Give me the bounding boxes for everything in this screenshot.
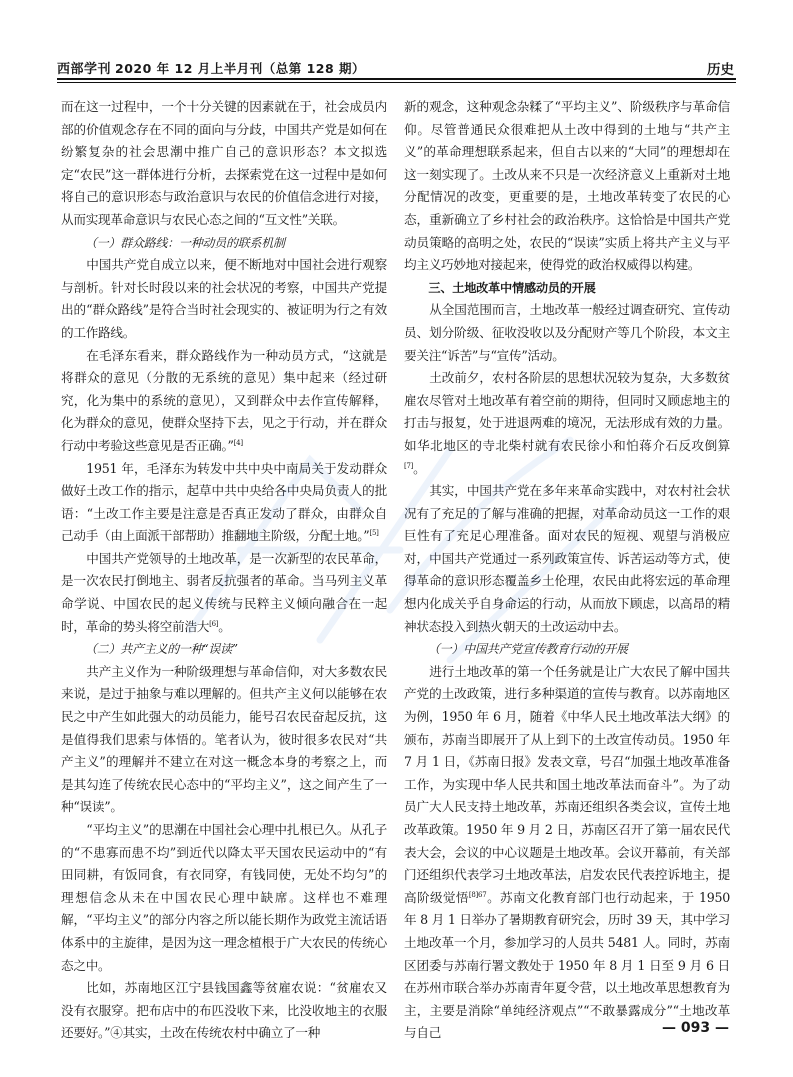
paragraph [404,480,730,638]
paragraph-text: 而在这一过程中，一个十分关键的因素就在于，社会成员内部的价值观念存在不同的面向与分歧，中国共产党是如何在纷繁复杂的社会思潮中推广自己的意识形态？本文拟选定“农民”这一群体进行分析，去探索党在这一过程中是如何将自己的意识形态与政治意识与农民的价值信念进行对接，从而实现革命意识与农民心态之间的“互文性”关联。 [61,99,387,227]
paragraph-text: 新的观念，这种观念杂糅了“平均主义”、阶级秩序与革命信仰。尽管普通民众很难把从土改中得到的土地与“共产主义”的革命理想联系起来，但自古以来的“大同”的理想却在这一刻实现了。土改从来不只是一次经济意义上重新对土地分配情况的改变，更重要的是，土地改革转变了农民的心态，重新确立了乡村社会的政治秩序。这恰恰是中国共产党动员策略的高明之处，农民的“误读”实质上将共产主义与平均主义巧妙地对接起来，使得党的政治权威得以构建。 [404,99,730,273]
citation-marker: [5] [369,529,379,538]
paragraph-tail: 。 [413,460,426,476]
paragraph [61,548,387,638]
page-number: — 093 — [662,1020,729,1036]
paragraph [404,299,730,367]
section-heading [61,638,387,661]
citation-marker: [4] [233,438,243,447]
section-heading [61,232,387,255]
paragraph-text: 从全国范围而言，土地改革一般经过调查研究、宣传动员、划分阶级、征收没收以及分配财产等几个阶段，本文主要关注“诉苦”与“宣传”活动。 [404,302,730,363]
paragraph-tail: 。 [218,618,231,634]
page-header [57,52,736,80]
paragraph [61,977,387,1045]
paragraph-text: “平均主义”的思潮在中国社会心理中扎根已久。从孔子的“不患寡而患不均”到近代以降太平天国农民运动中的“有田同耕，有饭同食，有衣同穿，有钱同使，无处不均匀”的理想信念从未在中国农民心理中缺席。这样也不难理解，“平均主义”的部分内容之所以能长期作为政党主流话语体系中的主旋律，是因为这一理念植根于广大农民的传统心态之中。 [61,822,387,973]
journal-masthead [57,58,365,77]
right-text-column [404,96,730,1045]
paragraph [61,458,387,548]
paragraph-text: 中国共产党领导的土地改革，是一次新型的农民革命，是一次农民打倒地主、弱者反抗强者的革命。当马列主义革命学说、中国农民的起义传统与民粹主义倾向融合在一起时，革命的势头将空前浩大 [61,550,387,634]
header-rule-thin [57,82,736,83]
section-heading [404,638,730,661]
paragraph [61,661,387,819]
paragraph-text: 中国共产党自成立以来，便不断地对中国社会进行观察与剖析。针对长时段以来的社会状况的考察，中国共产党提出的“群众路线”是符合当时社会现实的、被证明为行之有效的工作路线。 [61,257,387,340]
paragraph [404,367,730,480]
header-rule-thick [57,78,736,80]
paragraph-text: 土改前夕，农村各阶层的思想状况较为复杂，大多数贫雇农尽管对土地改革有着空前的期待，但同时又顾虑地主的打击与报复，处于进退两难的境况，无法形成有效的力量。如华北地区的寺北柴村就有农民徐小和怕蒋介石反攻倒算 [404,370,730,453]
section-heading [404,277,730,300]
citation-marker: [7] [404,461,414,470]
paragraph-text: 在毛泽东看来，群众路线作为一种动员方式，“这就是将群众的意见（分散的无系统的意见）集中起来（经过研究，化为集中的系统的意见），又到群众中去作宣传解释，化为群众的意见，使群众坚持下去，见之于行动，并在群众行动中考验这些意见是否正确。” [61,347,387,453]
paragraph [61,345,387,458]
paragraph [61,254,387,344]
citation-marker: [8]67 [468,890,487,899]
journal-name: 西部学刊 [57,62,112,77]
paragraph [61,96,387,232]
citation-marker: [6] [209,619,219,628]
paragraph-text: 进行土地改革的第一个任务就是让广大农民了解中国共产党的土改政策，进行多种渠道的宣传与教育。以苏南地区为例，1950 年 6 月，随着《中华人民土地改革法大纲》的颁布，苏南当即展开了从上到下的土改宣传动员。1950 年 7 月 1 日，《苏南日报》发表文章，号召“加强土地改革准备工作，为实现中华人民共和国土地改革法而奋斗”。为了动员广大人民支持土地改革，苏南还组织各类会议，宣传土地改革政策。1950 年 9 月 2 日，苏南区召开了第一届农民代表大会，会议的中心议题是土地改革。会议开幕前，有关部门还组织代表学习土地改革法，启发农民代表控诉地主，提高阶级觉悟 [404,663,730,905]
paragraph-text: 共产主义作为一种阶级理想与革命信仰，对大多数农民来说，是过于抽象与难以理解的。但共产主义何以能够在农民之中产生如此强大的动员能力，能号召农民奋起反抗，这是值得我们思索与体悟的。笔者认为，彼时很多农民对“共产主义”的理解并不建立在对这一概念本身的考察之上，而是其勾连了传统农民心态中的“平均主义”，这之间产生了一种“误读”。 [61,663,387,815]
paragraph-text: 比如，苏南地区江宁县钱国鑫等贫雇农说：“贫雇农又没有衣服穿。把布店中的布匹没收下来，比没收地主的衣服还要好。”④其实，土改在传统农村中确立了一种 [61,980,387,1041]
paragraph-text: （二）共产主义的一种“误读” [85,642,238,657]
issue-info: 2020 年 12 月上半月刊（总第 128 期） [115,61,366,76]
section-label: 历史 [707,62,734,78]
paragraph [61,819,387,977]
paragraph [404,661,730,1045]
paragraph-text: 其实，中国共产党在多年来革命实践中，对农村社会状况有了充足的了解与准确的把握，对革命动员这一工作的艰巨性有了充足心理准备。面对农民的短视、观望与消极应对，中国共产党通过一系列政策宣传、诉苦运动等方式，使得革命的意识形态覆盖乡土伦理，农民由此将宏远的革命理想内化成关乎自身命运的行动，从而放下顾虑，以高昂的精神状态投入到热火朝天的土改运动中去。 [404,483,730,634]
paragraph-tail: 。苏南文化教育部门也行动起来，于 1950 年 8 月 1 日举办了暑期教育研究会，历时 39 天，其中学习土地改革一个月，参加学习的人员共 5481 人。同时，苏南区团委与苏南行署文教处于 1950 年 8 月 1 日至 9 月 6 日在苏州市联合举办苏南青年夏令营，以土地改革思想教育为主，主要是消除“单纯经济观点”“不敢暴露成分”“土地改革与自己 [404,889,731,1041]
paragraph-text: 1951 年，毛泽东为转发中共中央中南局关于发动群众做好土改工作的指示，起草中共中央给各中央局负责人的批语：“土改工作主要是注意是否真正发动了群众，由群众自己动手（由上面派干部帮助）推翻地主阶级，分配土地。” [61,460,387,544]
paragraph-text: （一）群众路线：一种动员的联系机制 [85,235,285,250]
paragraph [404,96,730,277]
left-text-column [61,96,387,1045]
paragraph-text: （一）中国共产党宣传教育行动的开展 [428,642,628,657]
paragraph-text: 三、土地改革中情感动员的开展 [428,280,596,295]
